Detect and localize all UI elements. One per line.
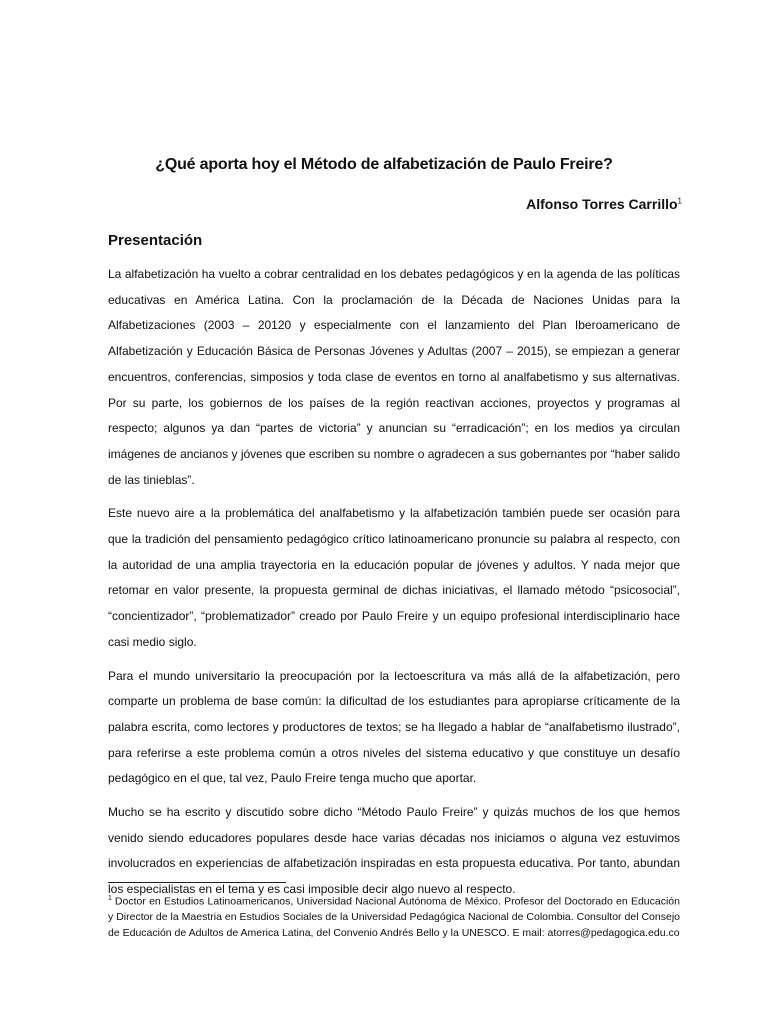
section-heading: Presentación [108, 232, 203, 249]
footnote [108, 891, 680, 941]
paragraph-3: Para el mundo universitario la preocupación por la lectoescritura va más allá de la alfabetización, pero comparte un problema de base común: la dificultad de los estudiantes para apropiarse críticamente de la palabra escrita, como lectores y productores de textos; se ha llegado a hablar de “analfabetismo ilustrado”, para referirse a este problema común a otros niveles del sistema educativo y que constituye un desafío pedagógico en el que, tal vez, Paulo Freire tenga mucho que aportar. [108, 668, 680, 786]
paragraph-2: Este nuevo aire a la problemática del analfabetismo y la alfabetización también puede ser ocasión para que la tradición del pensamiento pedagógico crítico latinoamericano pronuncie su palabra al respecto, con la autoridad de una amplia trayectoria en la educación popular de jóvenes y adultos. Y nada mejor que retomar en valor presente, la propuesta germinal de dichas iniciativas, el llamado método “psicosocial”, “concientizador”, “problematizador” creado por Paulo Freire y un equipo profesional interdisciplinario hace casi medio siglo. [108, 506, 680, 649]
footnote-text: Doctor en Estudios Latinoamericanos, Universidad Nacional Autónoma de México. Profesor del Doctorado en Educación y Director de la Maestria en Estudios Sociales de la Universidad Pedagógica Nacional de Colombia. Consultor del Consejo de Educación de Adultos de America Latina, del Convenio Andrés Bello y la UNESCO. E mail: atorres@pedagogica.edu.co [108, 895, 680, 939]
author-footnote-mark: 1 [677, 196, 682, 206]
author-line [526, 196, 682, 212]
body-text [108, 262, 680, 911]
paragraph-1: La alfabetización ha vuelto a cobrar centralidad en los debates pedagógicos y en la agenda de las políticas educativas en América Latina. Con la proclamación de la Década de Naciones Unidas para la Alfabetizaciones (2003 – 20120 y especialmente con el lanzamiento del Plan Iberoamericano de Alfabetización y Educación Básica de Personas Jóvenes y Adultas (2007 – 2015), se empiezan a generar encuentros, conferencias, simposios y toda clase de eventos en torno al analfabetismo y sus alternativas. Por su parte, los gobiernos de los países de la región reactivan acciones, proyectos y programas al respecto; algunos ya dan “partes de victoria” y anuncian su “erradicación”; en los medios ya circulan imágenes de ancianos y jóvenes que escriben su nombre o agradecen a sus gobernantes por “haber salido de las tinieblas”. [108, 267, 680, 487]
footnote-divider [108, 882, 286, 883]
footnote-mark: 1 [108, 895, 112, 902]
document-title: ¿Qué aporta hoy el Método de alfabetización de Paulo Freire? [155, 156, 613, 173]
paragraph-4: Mucho se ha escrito y discutido sobre dicho “Método Paulo Freire” y quizás muchos de los que hemos venido siendo educadores populares desde hace varias décadas nos iniciamos o alguna vez estuvimos involucrados en experiencias de alfabetización inspiradas en esta propuesta educativa. Por tanto, abundan los especialistas en el tema y es casi imposible decir algo nuevo al respecto. [108, 805, 680, 897]
author-name: Alfonso Torres Carrillo [526, 196, 678, 212]
